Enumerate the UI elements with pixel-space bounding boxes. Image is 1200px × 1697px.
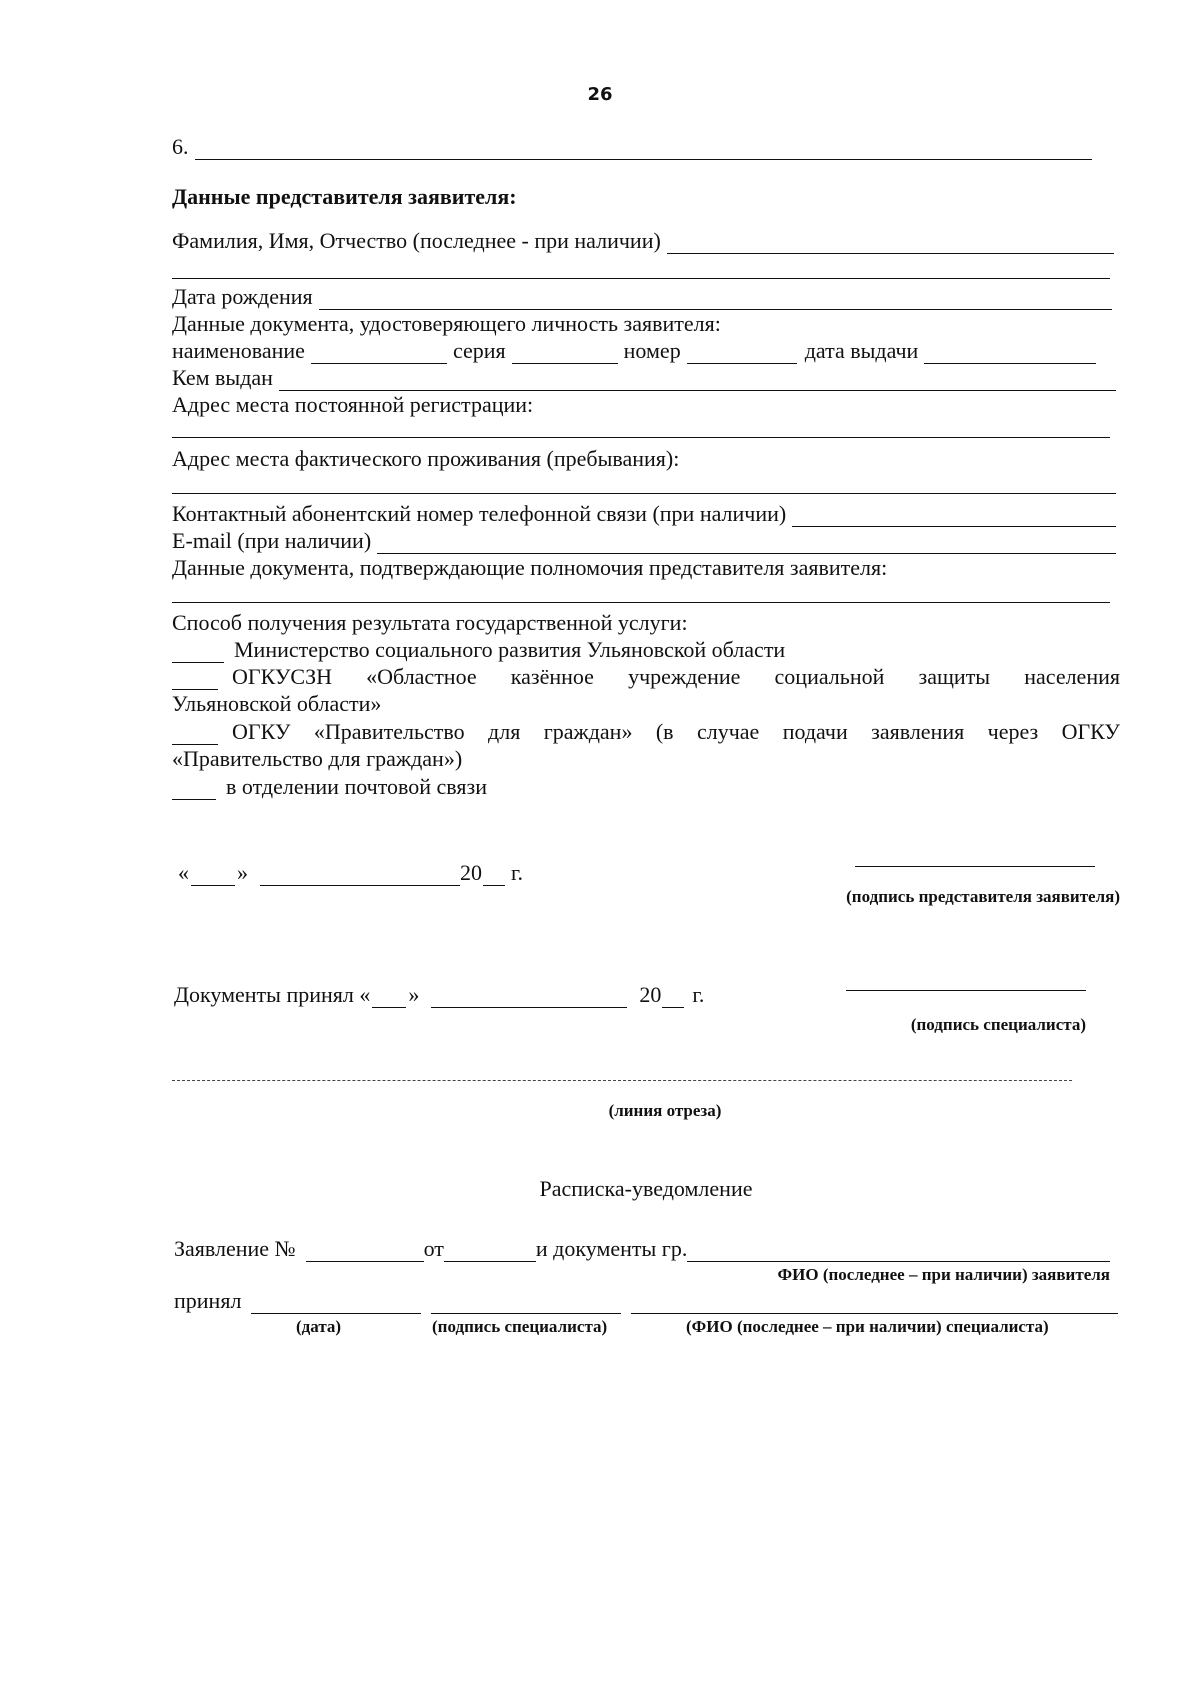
cut-line	[172, 1080, 1072, 1081]
option-ministry-mark[interactable]	[172, 642, 224, 663]
issued-by-label: Кем выдан	[172, 365, 273, 390]
actual-address-label: Адрес места фактического проживания (пребывания):	[172, 446, 680, 471]
receipt-date-field[interactable]	[251, 1293, 421, 1314]
item-6-row	[172, 134, 1092, 160]
application-date-field[interactable]	[444, 1241, 536, 1262]
option-ogkuszn-continuation: Ульяновской области»	[172, 691, 382, 716]
docs-accepted-day-field[interactable]	[372, 987, 406, 1008]
doc-date-label: дата выдачи	[804, 338, 919, 363]
applicant-fio-caption: ФИО (последнее – при наличии) заявителя	[777, 1265, 1110, 1284]
doc-name-field[interactable]	[311, 343, 447, 364]
receipt-title: Расписка-уведомление	[539, 1176, 753, 1201]
issued-by-row	[172, 365, 1116, 391]
receipt-specialist-fio-field[interactable]	[631, 1293, 1118, 1314]
option-post-row	[172, 774, 1120, 800]
docs-accepted-close-quote: »	[408, 982, 420, 1007]
option-ogkuszn-label: ОГКУСЗН «Областное казённое учреждение социальной защиты населения	[232, 664, 1120, 689]
birth-date-label: Дата рождения	[172, 284, 313, 309]
id-document-row	[172, 338, 1096, 364]
docs-accepted-year-field[interactable]	[662, 987, 684, 1008]
actual-address-field[interactable]	[172, 493, 1116, 494]
fio-field[interactable]	[667, 233, 1114, 254]
email-label: E-mail (при наличии)	[172, 528, 372, 553]
email-row	[172, 528, 1116, 554]
issued-by-field[interactable]	[279, 370, 1116, 391]
receipt-specialist-sign-caption: (подпись специалиста)	[432, 1317, 608, 1336]
fio-row	[172, 228, 1114, 254]
application-number-label: Заявление №	[174, 1236, 296, 1261]
rep-date-month-field[interactable]	[260, 865, 460, 886]
receipt-application-row	[174, 1236, 1110, 1262]
specialist-signature-caption: (подпись специалиста)	[910, 1015, 1086, 1034]
phone-label: Контактный абонентский номер телефонной связи (при наличии)	[172, 501, 787, 526]
doc-number-field[interactable]	[687, 343, 797, 364]
rep-date-year-prefix: 20	[460, 860, 482, 885]
doc-number-label: номер	[623, 338, 681, 363]
option-post-mark[interactable]	[172, 779, 216, 800]
receipt-specialist-sign-field[interactable]	[431, 1293, 621, 1314]
authority-document-field[interactable]	[172, 602, 1110, 603]
rep-date-year-suffix: г.	[511, 860, 524, 885]
item-6-field[interactable]	[195, 139, 1093, 160]
authority-document-label: Данные документа, подтверждающие полномочия представителя заявителя:	[172, 555, 888, 580]
email-field[interactable]	[377, 533, 1116, 554]
doc-series-field[interactable]	[512, 343, 618, 364]
receipt-date-caption: (дата)	[296, 1317, 342, 1336]
specialist-signature-line[interactable]	[846, 990, 1086, 991]
registration-address-label: Адрес места постоянной регистрации:	[172, 392, 534, 417]
application-number-field[interactable]	[306, 1241, 424, 1262]
option-post-label: в отделении почтовой связи	[226, 774, 487, 799]
rep-date-close-quote: »	[237, 860, 248, 885]
birth-date-field[interactable]	[319, 289, 1112, 310]
cut-line-caption: (линия отреза)	[608, 1101, 722, 1120]
docs-accepted-year-prefix: 20	[639, 982, 662, 1007]
option-ministry-row	[172, 637, 1120, 663]
applicant-fio-field[interactable]	[687, 1241, 1110, 1262]
receipt-accepted-label: принял	[174, 1288, 242, 1313]
option-government-label: ОГКУ «Правительство для граждан» (в случае подачи заявления через ОГКУ	[232, 719, 1120, 744]
phone-row	[172, 501, 1116, 527]
docs-accepted-year-suffix: г.	[692, 982, 705, 1007]
doc-series-label: серия	[452, 338, 506, 363]
receipt-accepted-row	[174, 1288, 1118, 1314]
phone-field[interactable]	[792, 506, 1116, 527]
docs-accepted-row	[174, 982, 734, 1008]
option-government-mark[interactable]	[172, 724, 218, 745]
application-documents-label: и документы гр.	[535, 1236, 688, 1261]
fio-label: Фамилия, Имя, Отчество (последнее - при наличии)	[172, 228, 661, 253]
option-ogkuszn-row	[172, 664, 1120, 690]
page-number: 26	[587, 84, 613, 105]
receipt-specialist-fio-caption: (ФИО (последнее – при наличии) специалиста)	[686, 1317, 1049, 1336]
option-ministry-label: Министерство социального развития Ульяновской области	[234, 637, 786, 662]
application-from-label: от	[423, 1236, 444, 1261]
item-6-label: 6.	[172, 134, 189, 159]
id-document-heading: Данные документа, удостоверяющего личность заявителя:	[172, 311, 721, 336]
registration-address-field[interactable]	[172, 437, 1110, 438]
rep-date-row	[178, 860, 578, 886]
option-government-continuation: «Правительство для граждан»)	[172, 746, 463, 771]
option-ogkuszn-mark[interactable]	[172, 669, 218, 690]
doc-name-label: наименование	[172, 338, 305, 363]
fio-continuation-line[interactable]	[172, 278, 1110, 279]
option-government-row	[172, 719, 1120, 745]
rep-date-open-quote: «	[178, 860, 189, 885]
birth-date-row	[172, 284, 1112, 310]
rep-date-day-field[interactable]	[191, 865, 235, 886]
rep-date-year-field[interactable]	[483, 865, 505, 886]
docs-accepted-month-field[interactable]	[431, 987, 627, 1008]
docs-accepted-label: Документы принял «	[174, 982, 371, 1007]
result-method-heading: Способ получения результата государственной услуги:	[172, 610, 688, 635]
representative-heading: Данные представителя заявителя:	[172, 184, 517, 209]
rep-signature-caption: (подпись представителя заявителя)	[846, 887, 1120, 906]
doc-date-field[interactable]	[924, 343, 1096, 364]
rep-signature-line[interactable]	[855, 866, 1095, 867]
